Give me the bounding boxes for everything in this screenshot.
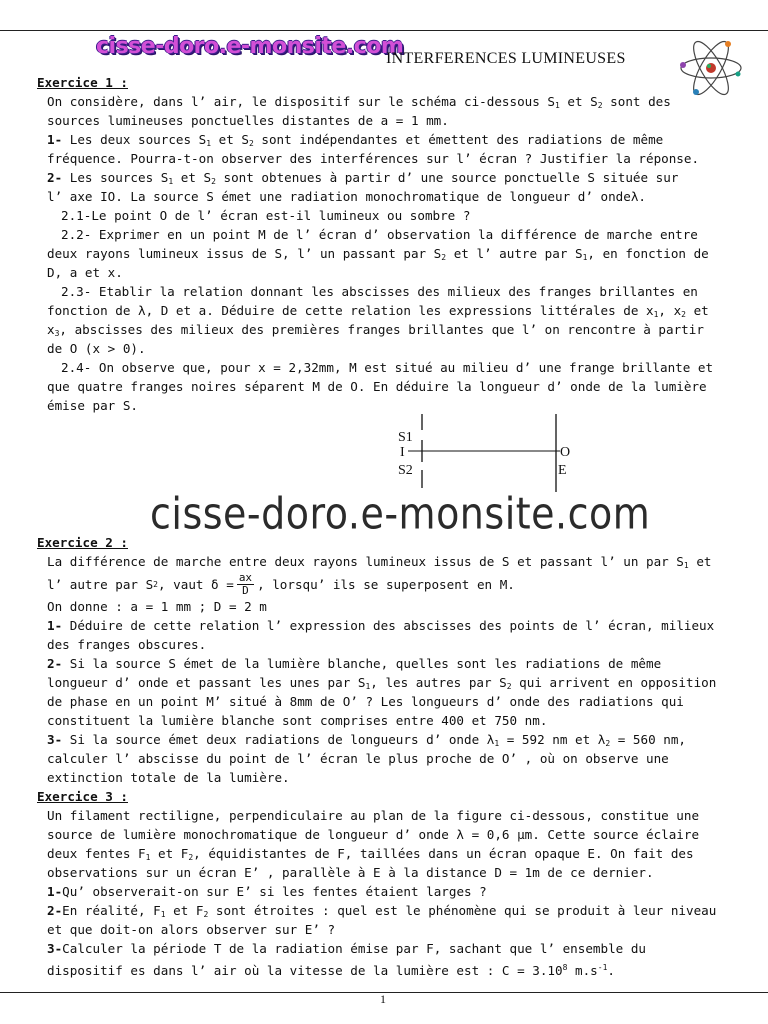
slits-diagram xyxy=(396,412,586,494)
text-line: l’ autre par S 2 , vaut δ = $\frac{ax}{D}$ , lorsqu’ ils se superposent en M. xyxy=(47,570,515,597)
question-2-3: 3- Si la source émet deux radiations de longueurs d’ onde $\lambda_1 = 592$ nm et $\lambda_2 = 560$ nm, xyxy=(47,732,686,748)
text-line: observations sur un écran E’ , parallèle à E à la distance D = 1m de ce dernier. xyxy=(47,865,654,880)
text-line: longueur d’ onde et passant les unes par $S_1$, les autres par $S_2$ qui arrivent en opposition xyxy=(47,675,717,691)
text-line: On considère, dans l’ air, le dispositif sur le schéma ci-dessous $S_1$ et $S_2$ sont des xyxy=(47,94,671,110)
text-line: $x_3$, abscisses des milieux des premières franges brillantes que l’ on rencontre à partir xyxy=(47,322,704,338)
fraction-ax-over-d: $\frac{ax}{D}$ xyxy=(238,570,253,597)
text-line: extinction totale de la lumière. xyxy=(47,770,290,785)
text-line: de O (x > 0). xyxy=(47,341,146,356)
exercise-1-title: Exercice 1 : xyxy=(37,75,128,90)
text-line: l’ axe IO. La source S émet une radiation monochromatique de longueur d’ ondeλ. xyxy=(47,189,646,204)
question-2-2: 2- Si la source S émet de la lumière blanche, quelles sont les radiations de même xyxy=(47,656,662,671)
question-1-1: 1- Les deux sources $S_1$ et $S_2$ sont indépendantes et émettent des radiations de même xyxy=(47,132,664,148)
page-number: 1 xyxy=(380,992,386,1006)
text-line: deux rayons lumineux issus de S, l’ un passant par $S_2$ et l’ autre par $S_1$, en fonction de xyxy=(47,246,709,262)
question-2-1: 1- Déduire de cette relation l’ expression des abscisses des points de l’ écran, milieux xyxy=(47,618,715,633)
text-line: des franges obscures. xyxy=(47,637,207,652)
site-logo[interactable]: cisse-doro.e-monsite.com xyxy=(96,34,404,59)
page-title: INTERFERENCES LUMINEUSES xyxy=(386,50,626,67)
text-line: La différence de marche entre deux rayons lumineux issus de S et passant l’ un par $S_1$ et xyxy=(47,554,712,570)
question-1-2-2: 2.2- Exprimer en un point M de l’ écran d’ observation la différence de marche entre xyxy=(61,227,698,242)
question-3-2: 2-En réalité, $F_1$ et $F_2$ sont étroites : quel est le phénomène qui se produit à leur niveau xyxy=(47,903,717,919)
text-line: dispositif es dans l’ air où la vitesse de la lumière est : $C = 3.10^8$ $m.s^{-1}$. xyxy=(47,963,615,979)
label-i: I xyxy=(400,445,405,460)
watermark: cisse-doro.e-monsite.com xyxy=(150,488,651,539)
text-line: source de lumière monochromatique de longueur d’ onde λ = 0,6 μm. Cette source éclaire xyxy=(47,827,700,842)
question-1-2-1: 2.1-Le point O de l’ écran est-il lumineux ou sombre ? xyxy=(61,208,471,223)
text-line: et que doit-on alors observer sur E’ ? xyxy=(47,922,336,937)
label-s1: S1 xyxy=(398,430,413,445)
question-3-1: 1-Qu’ observerait-on sur E’ si les fentes étaient larges ? xyxy=(47,884,487,899)
text-line: fréquence. Pourra-t-on observer des interférences sur l’ écran ? Justifier la réponse. xyxy=(47,151,700,166)
text-line: Un filament rectiligne, perpendiculaire au plan de la figure ci-dessous, constitue une xyxy=(47,808,700,823)
text-line: On donne : a = 1 mm ; D = 2 m xyxy=(47,599,267,614)
text-line: de phase en un point M’ situé à 8mm de O’ ? Les longueurs d’ onde des radiations qui xyxy=(47,694,684,709)
label-o: O xyxy=(560,445,571,460)
text-line: que quatre franges noires séparent M de O. En déduire la longueur d’ onde de la lumière xyxy=(47,379,707,394)
text-line: D, a et x. xyxy=(47,265,123,280)
question-1-2-3: 2.3- Etablir la relation donnant les abscisses des milieux des franges brillantes en xyxy=(61,284,698,299)
top-rule xyxy=(0,30,768,31)
question-1-2: 2- Les sources $S_1$ et $S_2$ sont obtenues à partir d’ une source ponctuelle S située sur xyxy=(47,170,679,186)
label-s2: S2 xyxy=(398,463,413,478)
question-3-3: 3-Calculer la période T de la radiation émise par F, sachant que l’ ensemble du xyxy=(47,941,646,956)
label-e: E xyxy=(558,463,567,478)
question-1-2-4: 2.4- On observe que, pour x = 2,32mm, M est situé au milieu d’ une frange brillante et xyxy=(61,360,714,375)
text-line: calculer l’ abscisse du point de l’ écran le plus proche de O’ , où on observe une xyxy=(47,751,669,766)
text-line: émise par S. xyxy=(47,398,138,413)
text-line: deux fentes $F_1$ et $F_2$, équidistantes de F, taillées dans un écran opaque E. On fait des xyxy=(47,846,694,862)
exercise-2-title: Exercice 2 : xyxy=(37,535,128,550)
text-line: constituent la lumière blanche sont comprises entre 400 et 750 nm. xyxy=(47,713,548,728)
exercise-3-title: Exercice 3 : xyxy=(37,789,128,804)
text-line: sources lumineuses ponctuelles distantes de a = 1 mm. xyxy=(47,113,449,128)
text-line: fonction de λ, D et a. Déduire de cette relation les expressions littérales de $x_1$, $x_2$ et xyxy=(47,303,709,319)
